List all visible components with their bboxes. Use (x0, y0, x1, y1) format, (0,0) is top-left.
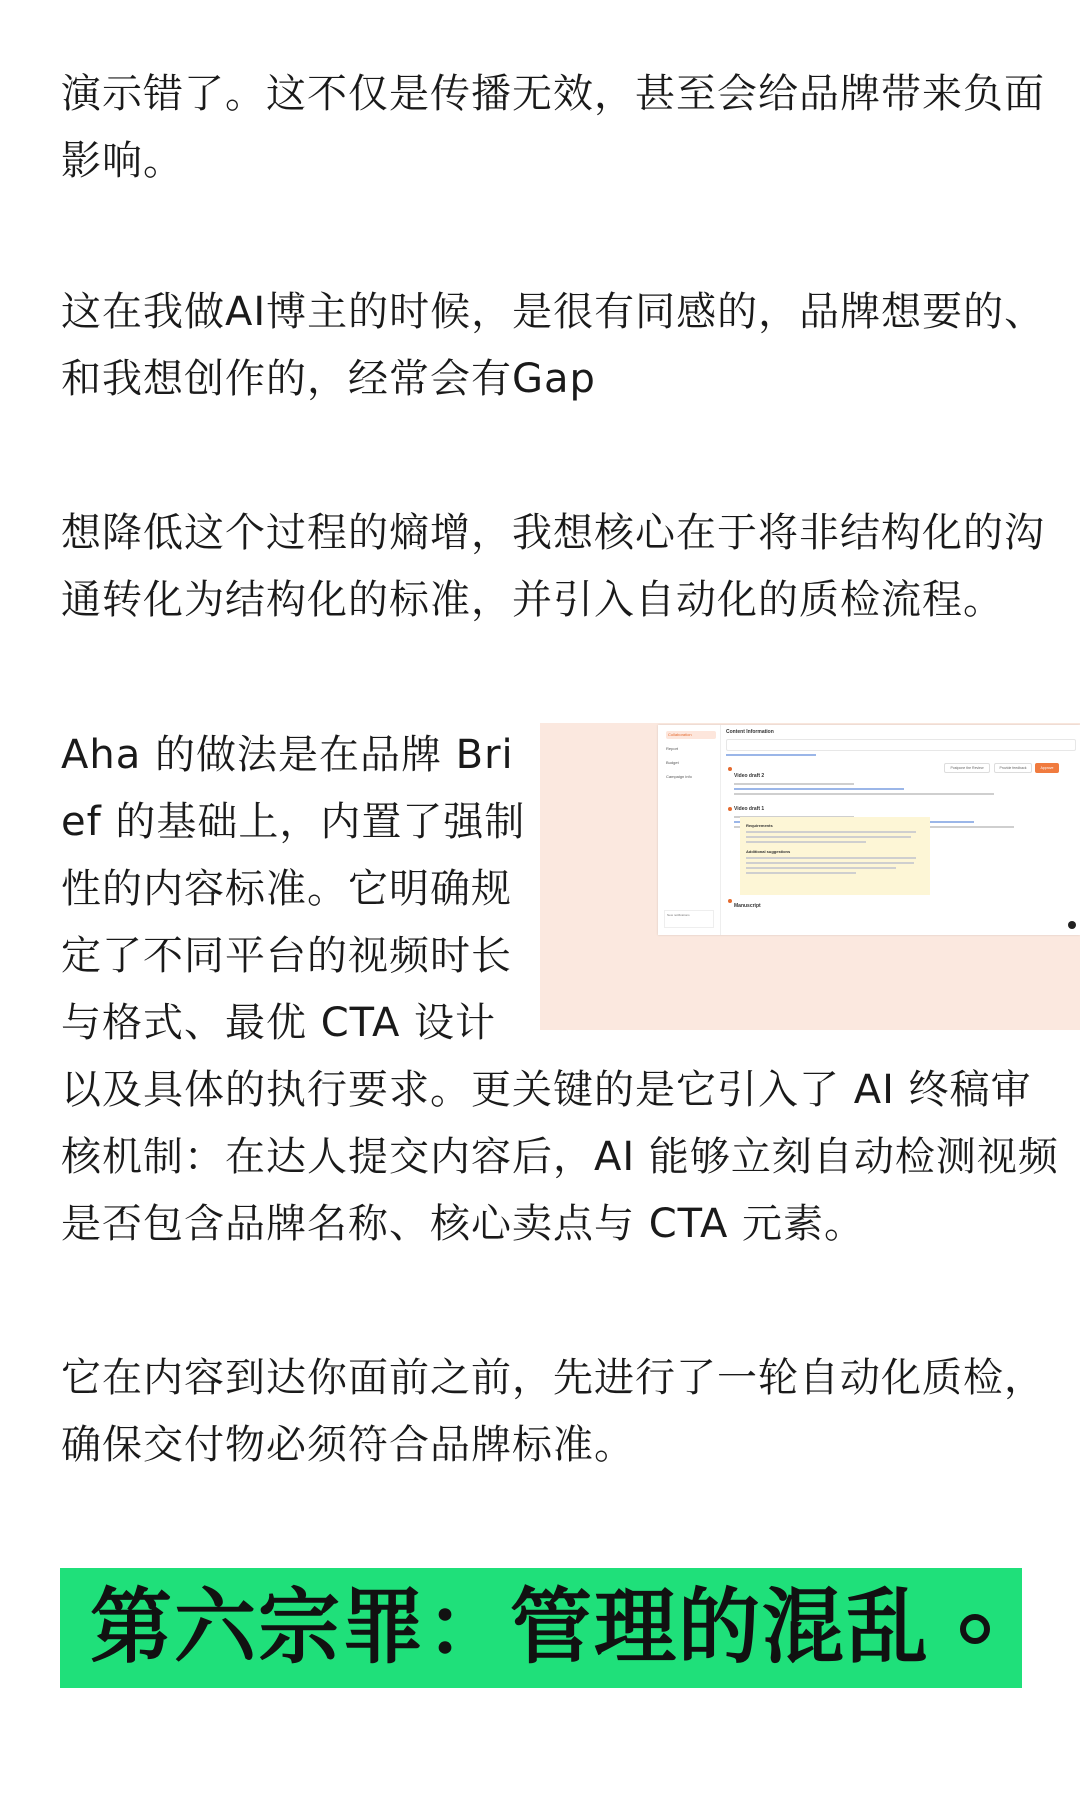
screenshot-panel (658, 725, 1080, 935)
text-line: 是否包含品牌名称、核心卖点与 CTA 元素。 (61, 1201, 866, 1247)
circle-icon (960, 1614, 990, 1644)
text-line: 与格式、最优 CTA 设计 (61, 1000, 497, 1046)
text-line: Aha 的做法是在品牌 Bri (61, 732, 514, 778)
text-line: 通转化为结构化的标准，并引入自动化的质检流程。 (61, 577, 1004, 623)
screenshot-heading: Content Information (726, 729, 774, 735)
screenshot-line (746, 872, 856, 874)
screenshot-draft-2: Video draft 2 (734, 773, 765, 779)
status-dot (728, 899, 732, 903)
provide-feedback-button: Provide feedback (994, 763, 1032, 773)
section-banner (60, 1568, 1022, 1688)
text-line: 和我想创作的，经常会有Gap (61, 356, 596, 402)
screenshot-requirements-box (740, 817, 930, 895)
screenshot-line (746, 836, 911, 838)
sidebar-item-campaign-info: Campaign info (666, 774, 692, 779)
screenshot-draft-1: Video draft 1 (734, 806, 765, 812)
screenshot-sidebar (658, 725, 721, 935)
section-title: 第六宗罪：管理的混乱 (90, 1580, 931, 1675)
product-screenshot (540, 723, 1080, 1030)
paragraph-2 (61, 279, 1046, 413)
text-line: 演示错了。这不仅是传播无效，甚至会给品牌带来负面 (61, 71, 1045, 117)
paragraph-4-continued (61, 1057, 1059, 1258)
text-line: 影响。 (61, 138, 184, 184)
paragraph-4-wrapped (61, 722, 526, 1057)
screenshot-line (746, 867, 896, 869)
text-line: 核机制：在达人提交内容后，AI 能够立刻自动检测视频 (61, 1134, 1059, 1180)
text-line: 以及具体的执行要求。更关键的是它引入了 AI 终稿审 (61, 1067, 1032, 1113)
status-dot (728, 807, 732, 811)
text-line: ef 的基础上，内置了强制 (61, 799, 526, 845)
help-icon (1068, 921, 1076, 929)
screenshot-link-line (726, 754, 816, 756)
screenshot-suggestions: Additional suggestions (746, 849, 791, 854)
screenshot-line (734, 793, 994, 795)
text-line: 它在内容到达你面前之前，先进行了一轮自动化质检， (61, 1355, 1045, 1401)
paragraph-1 (61, 61, 1045, 195)
screenshot-input (726, 739, 1076, 751)
paragraph-3 (61, 500, 1045, 634)
sidebar-item-collaboration: Collaboration (666, 731, 716, 739)
status-dot (728, 767, 732, 771)
sidebar-item-budget: Budget (666, 760, 679, 765)
screenshot-line (746, 862, 914, 864)
screenshot-requirements: Requirements (746, 823, 773, 828)
text-line: 这在我做AI博主的时候，是很有同感的，品牌想要的、 (61, 289, 1046, 335)
postpone-review-button: Postpone the Review (944, 763, 990, 773)
screenshot-line (746, 857, 916, 859)
sidebar-item-report: Report (666, 746, 679, 751)
screenshot-manuscript: Manuscript (734, 903, 761, 909)
text-line: 定了不同平台的视频时长 (61, 933, 512, 979)
screenshot-line (746, 841, 866, 843)
text-line: 想降低这个过程的熵增，我想核心在于将非结构化的沟 (61, 510, 1045, 556)
approve-button: Approve (1035, 763, 1059, 773)
paragraph-5 (61, 1345, 1045, 1479)
screenshot-main (726, 727, 1076, 933)
text-line: 性的内容标准。它明确规 (61, 866, 512, 912)
text-line: 确保交付物必须符合品牌标准。 (61, 1422, 635, 1468)
screenshot-line (746, 831, 916, 833)
screenshot-notification: New notifications (664, 910, 714, 928)
screenshot-link-line (734, 788, 904, 790)
screenshot-line (734, 783, 854, 785)
